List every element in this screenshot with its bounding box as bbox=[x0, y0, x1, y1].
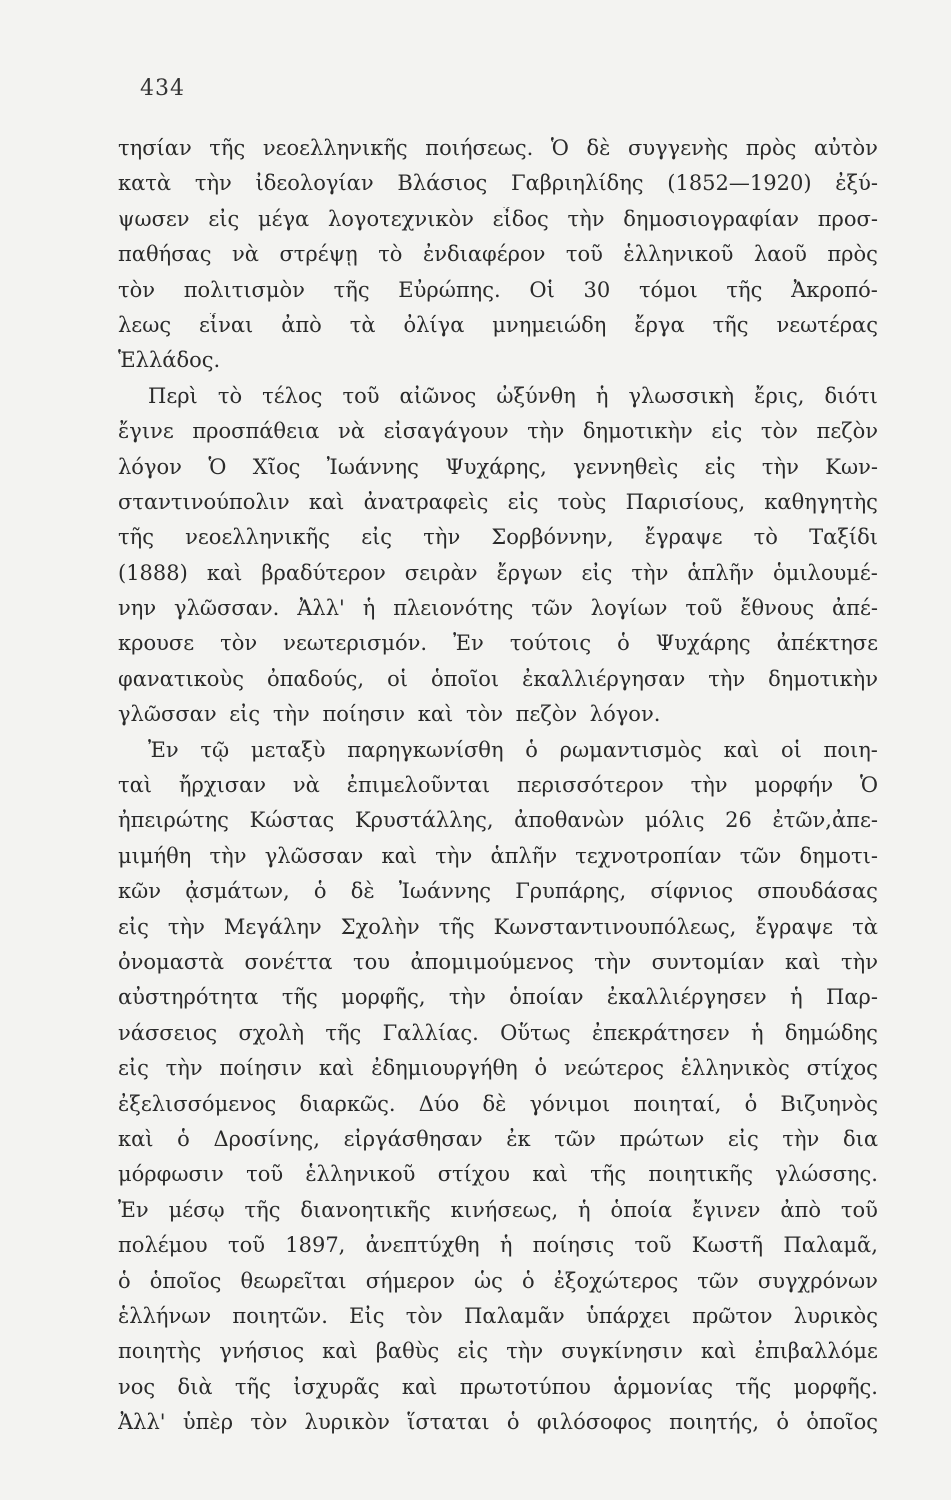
text-line: τῆς νεοελληνικῆς εἰς τὴν Σορβόννην, ἔγραψε τὸ Ταξίδι bbox=[118, 525, 878, 550]
text-line: λόγον Ὁ Χῖος Ἰωάννης Ψυχάρης, γεννηθεὶς εἰς τὴν Κων- bbox=[118, 454, 878, 479]
text-line: κατὰ τὴν ἰδεολογίαν Βλάσιος Γαβριηλίδης (1852—1920) ἐξύ- bbox=[118, 171, 878, 196]
text-line: εἰς τὴν Μεγάλην Σχολὴν τῆς Κωνσταντινουπόλεως, ἔγραψε τὰ bbox=[118, 914, 878, 939]
text-line: ἐξελισσόμενος διαρκῶς. Δύο δὲ γόνιμοι ποιηταί, ὁ Βιζυηνὸς bbox=[118, 1091, 878, 1116]
body-text bbox=[118, 136, 878, 1445]
text-line: νάσσειος σχολὴ τῆς Γαλλίας. Οὕτως ἐπεκράτησεν ἡ δημώδης bbox=[118, 1020, 878, 1045]
text-line: καὶ ὁ Δροσίνης, εἰργάσθησαν ἐκ τῶν πρώτων εἰς τὴν δια bbox=[118, 1126, 878, 1151]
text-line: νην γλῶσσαν. Ἀλλ' ἡ πλειονότης τῶν λογίων τοῦ ἔθνους ἀπέ- bbox=[118, 596, 878, 621]
text-line: κῶν ᾀσμάτων, ὁ δὲ Ἰωάννης Γρυπάρης, σίφνιος σπουδάσας bbox=[118, 879, 878, 904]
text-line: ταὶ ἤρχισαν νὰ ἐπιμελοῦνται περισσότερον τὴν μορφήν Ὁ bbox=[118, 773, 878, 798]
text-line: εἰς τὴν ποίησιν καὶ ἐδημιουργήθη ὁ νεώτερος ἑλληνικὸς στίχος bbox=[118, 1056, 878, 1081]
text-line: λεως εἶναι ἀπὸ τὰ ὀλίγα μνημειώδη ἔργα τῆς νεωτέρας bbox=[118, 312, 878, 337]
text-line: σταντινούπολιν καὶ ἀνατραφεὶς εἰς τοὺς Παρισίους, καθηγητὴς bbox=[118, 489, 878, 514]
text-line: ἑλλήνων ποιητῶν. Εἰς τὸν Παλαμᾶν ὑπάρχει πρῶτον λυρικὸς bbox=[118, 1303, 878, 1328]
text-line: φανατικοὺς ὀπαδούς, οἱ ὁποῖοι ἐκαλλιέργησαν τὴν δημοτικὴν bbox=[118, 666, 878, 691]
text-line: νος διὰ τῆς ἰσχυρᾶς καὶ πρωτοτύπου ἁρμονίας τῆς μορφῆς. bbox=[118, 1374, 878, 1399]
text-line: μιμήθη τὴν γλῶσσαν καὶ τὴν ἁπλῆν τεχνοτροπίαν τῶν δημοτι- bbox=[118, 843, 878, 868]
text-line: Περὶ τὸ τέλος τοῦ αἰῶνος ὠξύνθη ἡ γλωσσικὴ ἔρις, διότι bbox=[148, 383, 878, 408]
text-line: πολέμου τοῦ 1897, ἀνεπτύχθη ἡ ποίησις τοῦ Κωστῆ Παλαμᾶ, bbox=[118, 1233, 878, 1258]
text-line: Ἀλλ' ὑπὲρ τὸν λυρικὸν ἵσταται ὁ φιλόσοφος ποιητής, ὁ ὁποῖος bbox=[118, 1410, 878, 1435]
text-line: αὐστηρότητα τῆς μορφῆς, τὴν ὁποίαν ἐκαλλιέργησεν ἡ Παρ- bbox=[118, 985, 878, 1010]
text-line: παθήσας νὰ στρέψῃ τὸ ἐνδιαφέρον τοῦ ἑλληνικοῦ λαοῦ πρὸς bbox=[118, 242, 878, 267]
text-line: Ἐν μέσῳ τῆς διανοητικῆς κινήσεως, ἡ ὁποία ἔγινεν ἀπὸ τοῦ bbox=[118, 1197, 878, 1222]
text-line: ὁ ὁποῖος θεωρεῖται σήμερον ὡς ὁ ἐξοχώτερος τῶν συγχρόνων bbox=[118, 1268, 878, 1293]
text-line: μόρφωσιν τοῦ ἑλληνικοῦ στίχου καὶ τῆς ποιητικῆς γλώσσης. bbox=[118, 1162, 878, 1187]
text-line: ψωσεν εἰς μέγα λογοτεχνικὸν εἶδος τὴν δημοσιογραφίαν προσ- bbox=[118, 206, 878, 231]
page-number: 434 bbox=[140, 76, 185, 101]
text-line: Ἐν τῷ μεταξὺ παρηγκωνίσθη ὁ ρωμαντισμὸς καὶ οἱ ποιη- bbox=[148, 737, 878, 762]
text-line: ποιητὴς γνήσιος καὶ βαθὺς εἰς τὴν συγκίνησιν καὶ ἐπιβαλλόμε bbox=[118, 1339, 878, 1364]
text-line: γλῶσσαν εἰς τὴν ποίησιν καὶ τὸν πεζὸν λόγον. bbox=[118, 702, 661, 727]
text-line: Ἑλλάδος. bbox=[118, 348, 221, 373]
text-line: τὸν πολιτισμὸν τῆς Εὐρώπης. Οἱ 30 τόμοι τῆς Ἀκροπό- bbox=[118, 277, 878, 302]
text-line: (1888) καὶ βραδύτερον σειρὰν ἔργων εἰς τὴν ἁπλῆν ὁμιλουμέ- bbox=[118, 560, 878, 585]
text-line: ὀνομαστὰ σονέττα του ἀπομιμούμενος τὴν συντομίαν καὶ τὴν bbox=[118, 949, 878, 974]
text-line: τησίαν τῆς νεοελληνικῆς ποιήσεως. Ὁ δὲ συγγενὴς πρὸς αὐτὸν bbox=[118, 136, 878, 160]
text-line: ἔγινε προσπάθεια νὰ εἰσαγάγουν τὴν δημοτικὴν εἰς τὸν πεζὸν bbox=[118, 419, 878, 444]
text-line: κρουσε τὸν νεωτερισμόν. Ἐν τούτοις ὁ Ψυχάρης ἀπέκτησε bbox=[118, 631, 878, 656]
text-line: ἠπειρώτης Κώστας Κρυστάλλης, ἀποθανὼν μόλις 26 ἐτῶν,ἀπε- bbox=[118, 808, 878, 833]
